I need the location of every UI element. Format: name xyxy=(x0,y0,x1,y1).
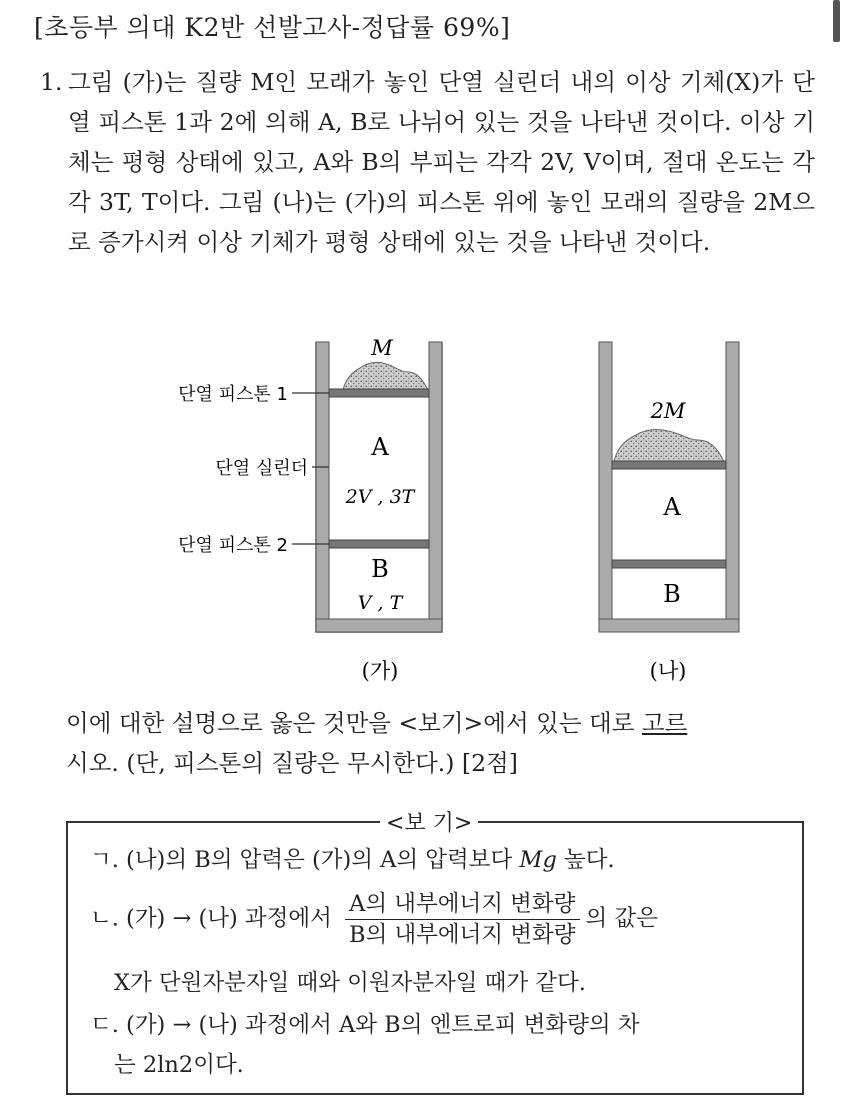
piston-1-right xyxy=(612,461,726,469)
question-text-underlined: 고르 xyxy=(641,709,688,737)
fraction-denominator: B의 내부에너지 변화량 xyxy=(349,922,576,948)
choice-b-line2: X가 단원자분자일 때와 이원자분자일 때가 같다. xyxy=(114,970,586,996)
problem-number: 1. xyxy=(40,68,63,96)
choice-a-suffix: 높다. xyxy=(556,847,615,873)
piston-2-right xyxy=(612,560,726,568)
problem-statement xyxy=(40,62,815,262)
sand-pile-right xyxy=(614,430,724,462)
exam-header: [초등부 의대 K2반 선발고사-정답률 69%] xyxy=(34,13,511,42)
question-prompt xyxy=(66,703,806,783)
cylinder-diagram xyxy=(0,300,850,700)
gas-b-right: B xyxy=(663,580,681,608)
caption-right: (나) xyxy=(649,659,687,683)
sand-pile-left xyxy=(343,362,428,390)
choices-box xyxy=(66,811,804,1095)
choice-a-prefix: ㄱ. (나)의 B의 압력은 (가)의 A의 압력보다 xyxy=(90,847,520,873)
question-text-line2: 시오. (단, 피스톤의 질량은 무시한다.) [2점] xyxy=(66,749,518,777)
label-piston-2: 단열 피스톤 2 xyxy=(178,535,288,556)
label-piston-1: 단열 피스톤 1 xyxy=(178,384,288,405)
sand-label-right: 2M xyxy=(650,399,686,423)
choice-a-italic: Mg xyxy=(519,847,557,873)
gas-a-left-state: 2V , 3T xyxy=(345,486,415,508)
sand-label-left: M xyxy=(371,336,393,360)
gas-b-left: B xyxy=(371,555,389,583)
scrollbar[interactable] xyxy=(833,0,840,42)
problem-text: 그림 (가)는 질량 M인 모래가 놓인 단열 실린더 내의 이상 기체(X)가 단열 피스톤 1과 2에 의해 A, B로 나뉘어 있는 것을 나타낸 것이다. 이상 기체는 평형 상태에 있고, A와 B의 부피는 각각 2V, V이며, 절대 온도는 각각 3T, T이다. 그림 (나)는 (가)의 피스톤 위에 놓인 모래의 질량을 2M으로 증가시켜 이상 기체가 평형 상태에 있는 것을 나타낸 것이다. xyxy=(68,68,815,256)
choice-b xyxy=(90,891,658,948)
choice-a xyxy=(90,845,615,875)
caption-left: (가) xyxy=(361,659,399,683)
question-text: 이에 대한 설명으로 옳은 것만을 <보기>에서 있는 대로 xyxy=(66,709,642,737)
choice-c-line2: 는 2ln2이다. xyxy=(114,1052,244,1078)
cylinder-figure xyxy=(0,300,850,700)
choice-b-suffix: 의 값은 xyxy=(585,905,658,932)
gas-b-left-state: V , T xyxy=(357,592,403,614)
choices-title: <보 기> xyxy=(380,806,478,837)
gas-a-right: A xyxy=(663,493,681,521)
choice-c: ㄷ. (가) → (나) 과정에서 A와 B의 엔트로피 변화량의 차 xyxy=(90,1012,640,1038)
piston-1 xyxy=(329,389,429,397)
gas-a-left: A xyxy=(371,433,389,461)
label-cylinder: 단열 실린더 xyxy=(215,458,308,479)
piston-2 xyxy=(329,540,429,548)
choice-b-fraction xyxy=(345,891,579,948)
fraction-numerator: A의 내부에너지 변화량 xyxy=(345,891,579,920)
choice-b-prefix: ㄴ. (가) → (나) 과정에서 xyxy=(90,905,332,932)
